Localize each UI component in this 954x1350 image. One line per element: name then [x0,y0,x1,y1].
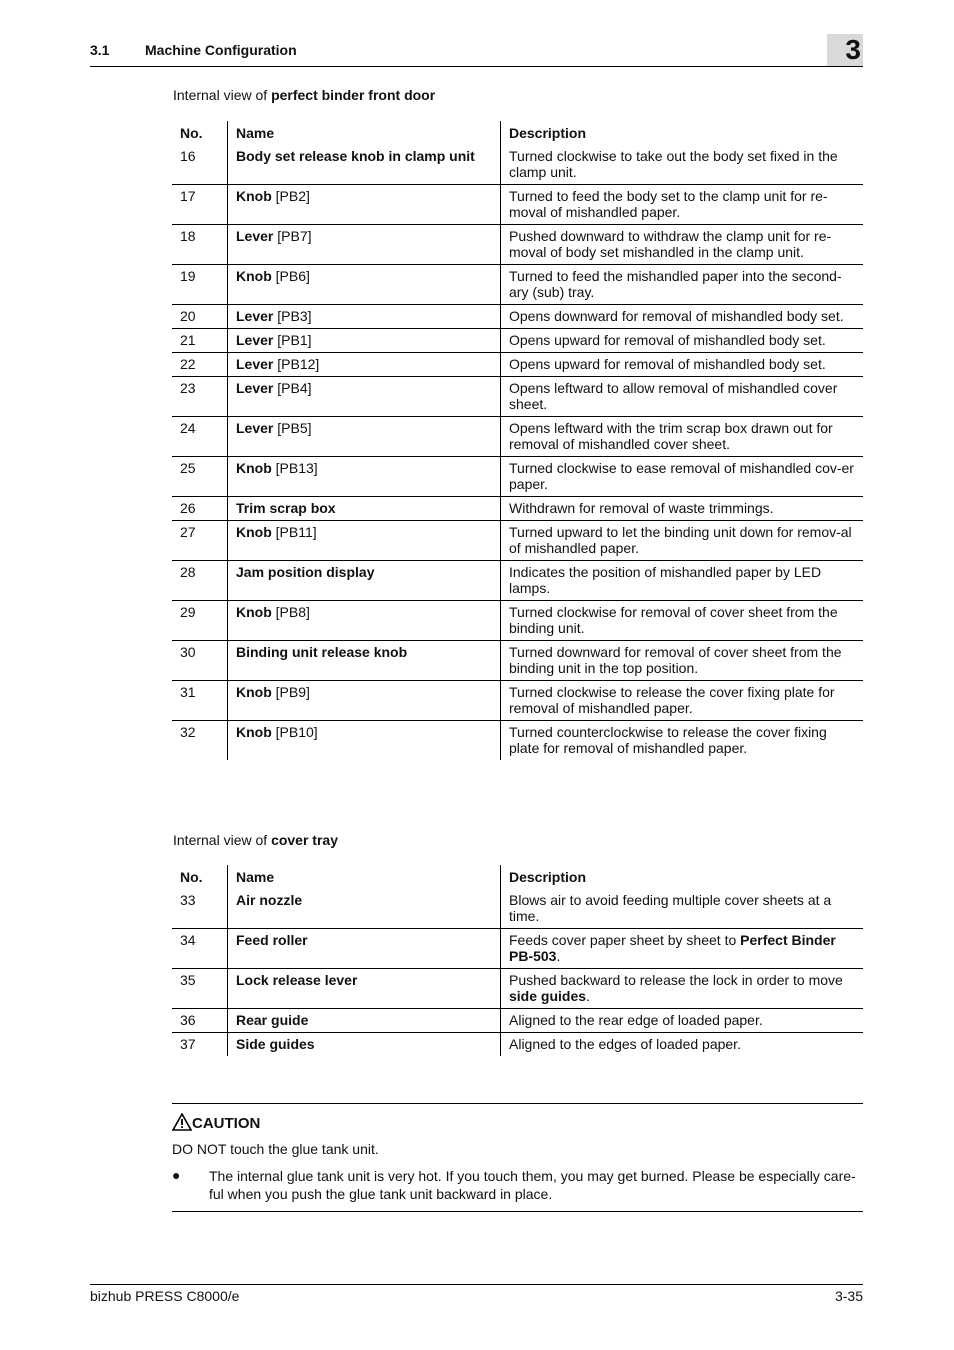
name-bold: Lever [236,308,274,324]
cell-name [228,641,501,681]
name-bold: Feed roller [236,932,308,948]
cell-name [228,1009,501,1033]
col-header-description: Description [501,121,864,145]
cell-name [228,721,501,761]
warning-triangle-icon [172,1113,192,1131]
cell-no: 33 [180,892,196,908]
description-after: . [586,988,590,1004]
description-bold: side guides [509,988,587,1004]
page-footer [90,1284,863,1304]
cell-description [501,889,864,929]
table-row [172,601,863,641]
name-rest: [PB10] [271,724,318,740]
cell-no: 31 [180,684,196,700]
name-rest: [PB7] [273,228,312,244]
name-bold: Lever [236,356,274,372]
bullet-icon: ● [172,1167,181,1183]
name-bold: Lever [236,228,274,244]
cell-description: Pushed downward to withdraw the clamp unit for re-moval of body set mishandled in the clamp unit. [501,225,864,265]
cell-name [228,457,501,497]
name-rest: [PB5] [273,420,312,436]
table-row [172,969,863,1009]
table-row [172,145,863,185]
table-row [172,225,863,265]
cell-no: 30 [180,644,196,660]
name-rest: [PB4] [273,380,312,396]
description-text: Aligned to the edges of loaded paper. [509,1036,741,1052]
description-text: Feeds cover paper sheet by sheet to [509,932,741,948]
cell-no: 17 [180,188,196,204]
cell-name [228,601,501,641]
perfect-binder-parts-table [172,121,863,760]
cell-name [228,561,501,601]
description-text: Pushed backward to release the lock in order to move [509,972,843,988]
cell-no: 27 [180,524,196,540]
product-name: bizhub PRESS C8000/e [90,1288,240,1304]
name-rest: [PB9] [271,684,310,700]
table-row [172,561,863,601]
cell-no: 23 [180,380,196,396]
cell-description: Turned to feed the body set to the clamp unit for re-moval of mishandled paper. [501,185,864,225]
name-bold: Lock release lever [236,972,358,988]
table-row [172,185,863,225]
cell-name [228,969,501,1009]
table-row [172,521,863,561]
cell-description: Opens leftward with the trim scrap box drawn out for removal of mishandled cover sheet. [501,417,864,457]
page-number: 3-35 [834,1288,863,1304]
table-row [172,457,863,497]
cell-no: 28 [180,564,196,580]
cell-description [501,969,864,1009]
cell-name [228,1033,501,1057]
table-row [172,417,863,457]
cell-description: Turned upward to let the binding unit down for remov-al of mishandled paper. [501,521,864,561]
col-header-name: Name [228,865,501,889]
cell-description: Turned clockwise for removal of cover sheet from the binding unit. [501,601,864,641]
name-bold: Lever [236,380,274,396]
table-row [172,1033,863,1057]
cell-description: Indicates the position of mishandled paper by LED lamps. [501,561,864,601]
name-bold: Knob [236,460,272,476]
name-bold: Trim scrap box [236,500,336,516]
name-bold: Binding unit release knob [236,644,408,660]
name-rest: [PB2] [271,188,310,204]
name-rest: [PB8] [271,604,310,620]
table1-intro-prefix: Internal view of [173,87,272,103]
name-bold: Knob [236,724,272,740]
cell-description: Turned downward for removal of cover sheet from the binding unit in the top position. [501,641,864,681]
caution-box [172,1103,863,1212]
cell-no: 35 [180,972,196,988]
cell-name [228,185,501,225]
cell-no: 18 [180,228,196,244]
cell-name [228,353,501,377]
name-rest: [PB3] [273,308,312,324]
name-bold: Knob [236,268,272,284]
cell-no: 24 [180,420,196,436]
description-after: . [556,948,561,964]
cell-name [228,929,501,969]
table-header-row [172,865,863,889]
caution-statement: DO NOT touch the glue tank unit. [172,1141,379,1157]
cell-name [228,417,501,457]
name-bold: Lever [236,332,274,348]
table-row [172,929,863,969]
table-row [172,1009,863,1033]
cell-name [228,681,501,721]
name-rest: [PB12] [273,356,320,372]
name-bold: Air nozzle [236,892,303,908]
cell-description: Turned to feed the mishandled paper into the second-ary (sub) tray. [501,265,864,305]
description-text: Aligned to the rear edge of loaded paper. [509,1012,763,1028]
cell-description: Opens upward for removal of mishandled body set. [501,329,864,353]
table1-intro-bold: perfect binder front door [271,87,436,103]
name-bold: Knob [236,604,272,620]
cell-description: Turned clockwise to take out the body set fixed in the clamp unit. [501,145,864,185]
table-header-row [172,121,863,145]
cell-name [228,265,501,305]
table-row [172,265,863,305]
page-header [90,34,863,67]
cell-name [228,225,501,265]
cell-name [228,305,501,329]
cell-description: Turned counterclockwise to release the cover fixing plate for removal of mishandled paper. [501,721,864,761]
description-bold: Perfect Binder PB-503 [509,932,836,964]
chapter-number-tab: 3 [827,34,863,66]
table-row [172,889,863,929]
cell-description: Withdrawn for removal of waste trimmings. [501,497,864,521]
cell-description [501,1009,864,1033]
cell-no: 26 [180,500,196,516]
caution-title [172,1113,260,1132]
cell-description [501,1033,864,1057]
section-number: 3.1 [90,42,110,58]
cell-name [228,377,501,417]
cell-no: 36 [180,1012,196,1028]
cell-no: 16 [180,148,196,164]
cell-no: 22 [180,356,196,372]
cell-no: 25 [180,460,196,476]
table1-intro [173,87,435,103]
cell-no: 21 [180,332,196,348]
cell-description: Opens upward for removal of mishandled body set. [501,353,864,377]
table-row [172,353,863,377]
col-header-no: No. [180,125,203,141]
table-row [172,305,863,329]
cell-no: 32 [180,724,196,740]
section-title: Machine Configuration [145,42,297,58]
cell-name [228,521,501,561]
cell-name [228,329,501,353]
cell-no: 34 [180,932,196,948]
table-row [172,641,863,681]
name-bold: Jam position display [236,564,375,580]
name-bold: Lever [236,420,274,436]
name-bold: Body set release knob in clamp unit [236,148,475,164]
caution-label: CAUTION [192,1115,261,1132]
table-row [172,497,863,521]
cell-no: 29 [180,604,196,620]
cell-no: 37 [180,1036,196,1052]
description-text: Blows air to avoid feeding multiple cover sheets at a time. [509,892,832,924]
cell-name [228,889,501,929]
table2-intro [173,832,338,848]
table2-intro-prefix: Internal view of [173,832,272,848]
name-rest: [PB13] [271,460,318,476]
name-rest: [PB1] [273,332,312,348]
name-bold: Knob [236,188,272,204]
name-bold: Knob [236,524,272,540]
cell-name [228,145,501,185]
caution-bullet-text: The internal glue tank unit is very hot. If you touch them, you may get burned. Please be especially care-ful when you push the glue tank unit backward in place. [209,1168,856,1202]
col-header-name: Name [228,121,501,145]
name-bold: Side guides [236,1036,315,1052]
cell-no: 20 [180,308,196,324]
table-row [172,377,863,417]
cell-name [228,497,501,521]
cell-description: Turned clockwise to release the cover fixing plate for removal of mishandled paper. [501,681,864,721]
cell-no: 19 [180,268,196,284]
col-header-description: Description [501,865,864,889]
cell-description: Turned clockwise to ease removal of mishandled cov-er paper. [501,457,864,497]
cover-tray-parts-table [172,865,863,1056]
col-header-no: No. [180,869,203,885]
table2-intro-bold: cover tray [271,832,338,848]
cell-description: Opens downward for removal of mishandled body set. [501,305,864,329]
table-row [172,721,863,761]
name-bold: Rear guide [236,1012,309,1028]
name-rest: [PB6] [271,268,310,284]
cell-description: Opens leftward to allow removal of mishandled cover sheet. [501,377,864,417]
table-row [172,329,863,353]
cell-description [501,929,864,969]
name-rest: [PB11] [271,524,317,540]
table-row [172,681,863,721]
name-bold: Knob [236,684,272,700]
